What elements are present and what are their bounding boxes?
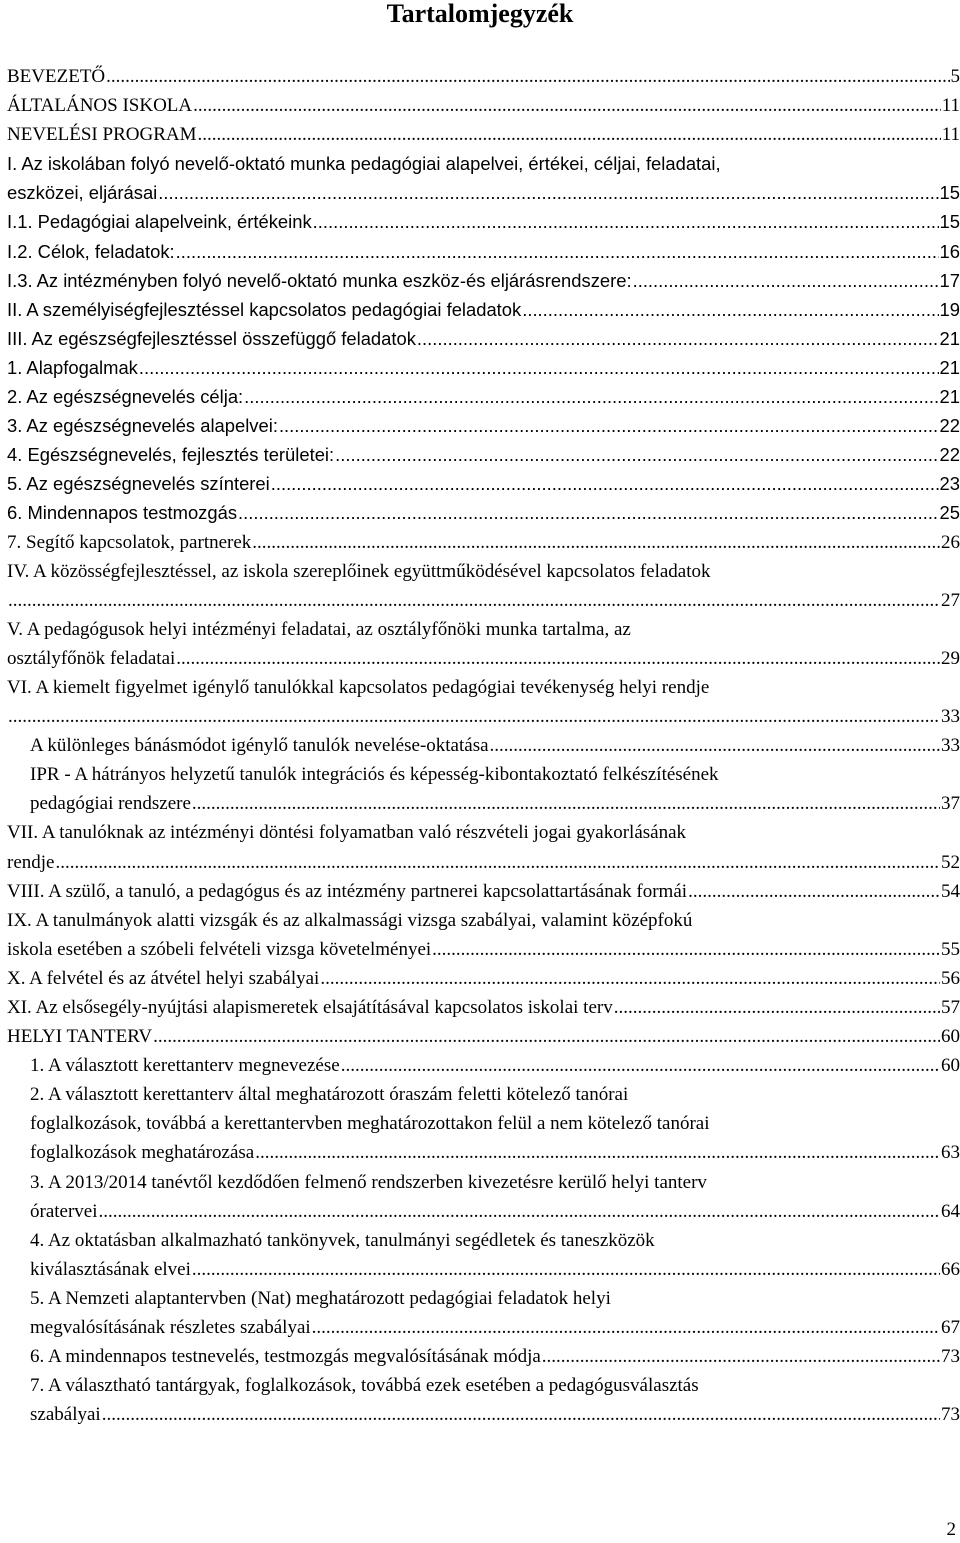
toc-entry-text: A különleges bánásmódot igénylő tanulók nevelése-oktatása	[30, 735, 489, 757]
dot-leader	[432, 935, 940, 964]
toc-entry-page: 5	[950, 66, 960, 87]
toc-entry-text: 5. A Nemzeti alaptantervben (Nat) meghatározott pedagógiai feladatok helyi	[30, 1287, 611, 1309]
toc-entry-text: 2. A választott kerettanterv által meghatározott óraszám feletti kötelező tanórai	[30, 1084, 629, 1106]
toc-entry-text: 6. A mindennapos testnevelés, testmozgás megvalósításának módja	[30, 1346, 541, 1368]
toc-entry-page: 64	[941, 1200, 960, 1222]
toc-entry-page: 21	[939, 356, 960, 378]
toc-entry-text: 3. Az egészségnevelés alapelvei:	[7, 415, 278, 437]
toc-entry[interactable]	[7, 382, 960, 411]
toc-entry-page: 52	[941, 851, 960, 873]
toc-entry[interactable]	[7, 1226, 960, 1284]
toc-entry-text: ÁLTALÁNOS ISKOLA	[7, 95, 193, 117]
toc-entry-text: II. A személyiségfejlesztéssel kapcsolatos pedagógiai feladatok	[7, 298, 522, 320]
toc-entry[interactable]	[7, 615, 960, 673]
toc-entry-page: 60	[941, 1055, 960, 1077]
toc-entry-page: 16	[939, 240, 960, 262]
toc-entry-page: 67	[941, 1317, 960, 1339]
toc-entry-text: V. A pedagógusok helyi intézményi feladatai, az osztályfőnöki munka tartalma, az	[7, 618, 631, 640]
toc-entry-text: IX. A tanulmányok alatti vizsgák és az alkalmassági vizsga szabályai, valamint középfokú	[7, 909, 693, 931]
toc-entry-page: 25	[939, 502, 960, 524]
toc-entry[interactable]	[7, 498, 960, 527]
toc-entry-text: eszközei, eljárásai	[7, 182, 158, 204]
toc-entry[interactable]	[7, 324, 960, 353]
toc-entry[interactable]	[7, 906, 960, 964]
toc-entry-page: 26	[941, 531, 960, 553]
toc-entry-page: 57	[941, 997, 960, 1018]
toc-entry-text: IPR - A hátrányos helyzetű tanulók integrációs és képesség-kibontakoztató felkészítésének	[30, 764, 719, 786]
dot-leader	[417, 324, 939, 353]
toc-entry-text: 3. A 2013/2014 tanévtől kezdődően felmenő rendszerben kivezetésre kerülő helyi tanterv	[30, 1171, 707, 1193]
toc-entry-page: 56	[941, 967, 960, 989]
dot-leader	[244, 382, 938, 411]
toc-entry-page: 73	[941, 1404, 960, 1426]
toc-entry-page: 73	[941, 1346, 960, 1368]
toc-entry[interactable]	[7, 62, 960, 91]
toc-entry[interactable]	[7, 877, 960, 906]
dot-leader	[192, 1255, 940, 1284]
dot-leader	[614, 993, 940, 1022]
dot-leader	[312, 1313, 940, 1342]
toc-entry-page: 23	[939, 473, 960, 495]
toc-entry[interactable]	[7, 1080, 960, 1167]
toc-entry[interactable]	[7, 1168, 960, 1226]
toc-entry-page: 11	[941, 124, 960, 146]
dot-leader	[197, 120, 940, 149]
dot-leader	[341, 1051, 940, 1080]
toc-entry-page: 33	[941, 735, 960, 757]
toc-entry-text: kiválasztásának elvei	[30, 1258, 191, 1280]
toc-entry-text: HELYI TANTERV	[7, 1026, 153, 1048]
toc-entry-text: VII. A tanulóknak az intézményi döntési folyamatban való részvételi jogai gyakorlásának	[7, 822, 687, 844]
toc-entry[interactable]	[7, 528, 960, 557]
toc-entry[interactable]	[7, 993, 960, 1022]
toc-entry-page: 22	[939, 415, 960, 437]
toc-entry-page: 15	[939, 182, 960, 204]
dot-leader	[158, 178, 938, 207]
toc-entry-text: VIII. A szülő, a tanuló, a pedagógus és az intézmény partnerei kapcsolattartásának formái	[7, 880, 688, 902]
toc-entry-text: pedagógiai rendszere	[30, 793, 191, 815]
toc-entry-page: 55	[941, 938, 960, 960]
toc-entry[interactable]	[7, 673, 960, 731]
toc-entry-text: 5. Az egészségnevelés színterei	[7, 473, 270, 495]
dot-leader	[238, 498, 939, 527]
toc-entry-text: 4. Az oktatásban alkalmazható tankönyvek, tanulmányi segédletek és taneszközök	[30, 1229, 655, 1251]
toc-entry-text: I.3. Az intézményben folyó nevelő-oktató munka eszköz-és eljárásrendszere:	[7, 269, 632, 291]
toc-entry[interactable]	[7, 149, 960, 207]
toc-entry-text: 2. Az egészségnevelés célja:	[7, 386, 244, 408]
toc-entry-page: 29	[941, 647, 960, 669]
dot-leader	[255, 1138, 940, 1167]
toc-entry[interactable]	[7, 731, 960, 760]
dot-leader	[193, 91, 941, 120]
toc-entry-text: 1. A választott kerettanterv megnevezése	[30, 1055, 340, 1077]
toc-entry[interactable]	[7, 760, 960, 818]
dot-leader	[335, 440, 938, 469]
toc-entry[interactable]	[7, 237, 960, 266]
dot-leader	[106, 62, 949, 91]
toc-entry[interactable]	[7, 1022, 960, 1051]
dot-leader	[8, 586, 940, 615]
toc-entry-page: 15	[939, 211, 960, 233]
toc-entry-text: óratervei	[30, 1200, 98, 1222]
toc-entry-text: XI. Az elsősegély-nyújtási alapismeretek elsajátításával kapcsolatos iskolai terv	[7, 997, 613, 1018]
toc-entry[interactable]	[7, 440, 960, 469]
toc-entry-text: rendje	[7, 851, 55, 873]
toc-entry-page: 33	[941, 706, 960, 728]
toc-entry-text: foglalkozások meghatározása	[30, 1142, 255, 1164]
toc-entry[interactable]	[7, 411, 960, 440]
toc-entry-page: 17	[939, 269, 960, 291]
toc-entry-page: 54	[941, 880, 960, 902]
toc-entry-page: 27	[941, 589, 960, 611]
toc-entry-text: 4. Egészségnevelés, fejlesztés területei:	[7, 444, 335, 466]
dot-leader	[102, 1400, 940, 1429]
toc-entry-page: 60	[941, 1026, 960, 1048]
dot-leader	[176, 644, 940, 673]
toc-entry-text: IV. A közösségfejlesztéssel, az iskola szereplőinek együttműködésével kapcsolatos feladatok	[7, 560, 711, 582]
dot-leader	[279, 411, 939, 440]
dot-leader	[522, 295, 938, 324]
page-number: 2	[946, 1519, 956, 1540]
toc-entry-page: 21	[939, 327, 960, 349]
toc-entry-text: I. Az iskolában folyó nevelő-oktató munka pedagógiai alapelvei, értékei, céljai, feladatai,	[7, 153, 721, 175]
toc-entry[interactable]	[7, 1342, 960, 1371]
dot-leader	[55, 848, 940, 877]
table-of-contents	[7, 62, 960, 1429]
toc-entry[interactable]	[7, 353, 960, 382]
toc-entry-page: 66	[941, 1258, 960, 1280]
toc-entry[interactable]	[7, 295, 960, 324]
toc-entry-page: 63	[941, 1142, 960, 1164]
dot-leader	[153, 1022, 940, 1051]
toc-entry-text: VI. A kiemelt figyelmet igénylő tanulókkal kapcsolatos pedagógiai tevékenység helyi rendje	[7, 676, 710, 698]
dot-leader	[313, 207, 939, 236]
toc-entry-page: 11	[941, 95, 960, 117]
dot-leader	[8, 702, 940, 731]
toc-entry-text: iskola esetében a szóbeli felvételi vizsga követelményei	[7, 938, 432, 960]
dot-leader	[99, 1197, 940, 1226]
dot-leader	[490, 731, 940, 760]
toc-entry-page: 37	[941, 793, 960, 815]
dot-leader	[688, 877, 940, 906]
toc-entry[interactable]	[7, 818, 960, 876]
dot-leader	[252, 528, 940, 557]
toc-title: Tartalomjegyzék	[386, 0, 574, 28]
toc-entry[interactable]	[7, 120, 960, 149]
dot-leader	[271, 469, 939, 498]
dot-leader	[139, 353, 939, 382]
toc-entry-text: I.2. Célok, feladatok:	[7, 240, 175, 262]
toc-entry-text: foglalkozások, továbbá a kerettantervben meghatározottakon felül a nem kötelező tanórai	[30, 1113, 710, 1135]
toc-entry[interactable]	[7, 557, 960, 615]
toc-entry-text: III. Az egészségfejlesztéssel összefüggő feladatok	[7, 327, 416, 349]
toc-entry-page: 19	[939, 298, 960, 320]
dot-leader	[633, 266, 939, 295]
toc-entry[interactable]	[7, 469, 960, 498]
dot-leader	[320, 964, 940, 993]
toc-entry-text: szabályai	[30, 1404, 101, 1426]
toc-entry[interactable]	[7, 1284, 960, 1342]
toc-entry[interactable]	[7, 964, 960, 993]
dot-leader	[542, 1342, 940, 1371]
toc-entry[interactable]	[7, 207, 960, 236]
toc-entry-text: osztályfőnök feladatai	[7, 647, 176, 669]
toc-entry-page: 22	[939, 444, 960, 466]
toc-entry-text: megvalósításának részletes szabályai	[30, 1317, 311, 1339]
toc-entry-text: 7. Segítő kapcsolatok, partnerek	[7, 531, 252, 553]
toc-entry-text: 7. A választható tantárgyak, foglalkozások, továbbá ezek esetében a pedagógusválasztás	[30, 1375, 699, 1397]
dot-leader	[192, 789, 940, 818]
toc-entry-text: X. A felvétel és az átvétel helyi szabályai	[7, 967, 320, 989]
toc-entry-text: NEVELÉSI PROGRAM	[7, 124, 197, 146]
toc-entry-text: I.1. Pedagógiai alapelveink, értékeink	[7, 211, 312, 233]
toc-entry[interactable]	[7, 1051, 960, 1080]
toc-entry-text: 1. Alapfogalmak	[7, 356, 138, 378]
toc-entry[interactable]	[7, 266, 960, 295]
toc-entry[interactable]	[7, 91, 960, 120]
dot-leader	[176, 237, 939, 266]
toc-entry-text: 6. Mindennapos testmozgás	[7, 502, 238, 524]
toc-entry-page: 21	[939, 386, 960, 408]
toc-entry-text: BEVEZETŐ	[7, 66, 106, 87]
toc-entry[interactable]	[7, 1371, 960, 1429]
